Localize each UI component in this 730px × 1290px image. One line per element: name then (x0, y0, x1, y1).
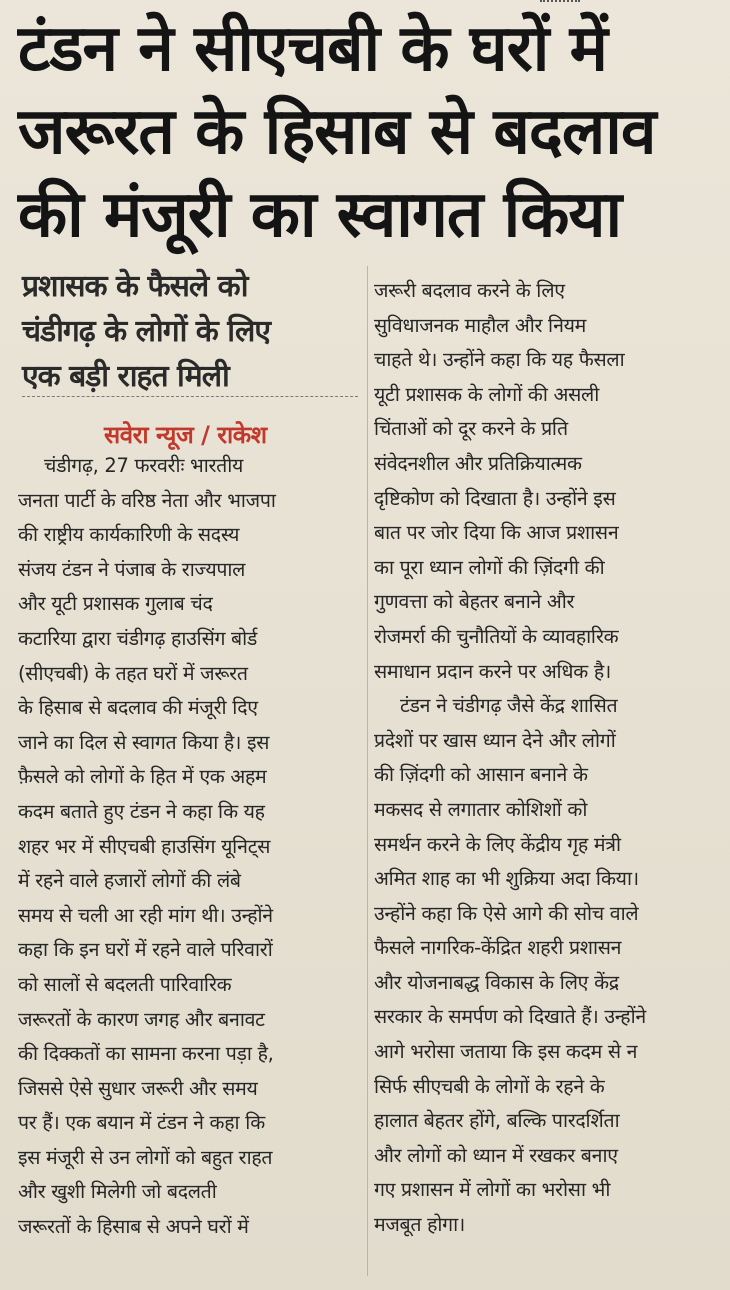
right-column (374, 274, 714, 1243)
headline-line: जरूरत के हिसाब से बदलाव (18, 95, 656, 169)
body-line: सिर्फ सीएचबी के लोगों के रहने के (374, 1074, 605, 1098)
body-line: को सालों से बदलती पारिवारिक (18, 972, 232, 996)
body-line: जरूरतों के हिसाब से अपने घरों में (18, 1215, 249, 1239)
body-line: यूटी प्रशासक के लोगों की असली (374, 382, 599, 406)
body-line: इस मंजूरी से उन लोगों को बहुत राहत (18, 1145, 273, 1169)
body-line: और लोगों को ध्यान में रखकर बनाए (374, 1143, 618, 1167)
body-line: शहर भर में सीएचबी हाउसिंग यूनिट्स (18, 834, 271, 858)
headline-line: की मंजूरी का स्वागत किया (18, 178, 622, 252)
body-line: चाहते थे। उन्होंने कहा कि यह फैसला (374, 348, 625, 372)
body-line: का पूरा ध्यान लोगों की ज़िंदगी की (374, 555, 605, 579)
body-line: की दिक्कतों का सामना करना पड़ा है, (18, 1042, 274, 1066)
body-line: समर्थन करने के लिए केंद्रीय गृह मंत्री (374, 832, 621, 856)
body-line: आगे भरोसा जताया कि इस कदम से न (374, 1040, 638, 1064)
body-line: गुणवत्ता को बेहतर बनाने और (374, 590, 575, 614)
body-line: जिससे ऐसे सुधार जरूरी और समय (18, 1076, 258, 1100)
body-line: और योजनाबद्ध विकास के लिए केंद्र (374, 970, 619, 994)
body-line: चंडीगढ़, 27 फरवरीः भारतीय (44, 454, 244, 477)
subheadline-line: एक बड़ी राहत मिली (22, 359, 229, 394)
body-line: समय से चली आ रही मांग थी। उन्होंने (18, 903, 273, 927)
body-line: संजय टंडन ने पंजाब के राज्यपाल (18, 557, 246, 581)
subheadline-line: प्रशासक के फैसले को (22, 269, 248, 304)
headline (18, 8, 718, 257)
body-line: सुविधाजनक माहौल और नियम (374, 313, 586, 337)
byline: सवेरा न्यूज / राकेश (104, 421, 267, 449)
body-line: की ज़िंदगी को आसान बनाने के (374, 763, 588, 787)
body-line: और खुशी मिलेगी जो बदलती (18, 1180, 217, 1204)
body-line: मजबूत होगा। (374, 1213, 466, 1237)
body-line: मकसद से लगातार कोशिशों को (374, 797, 588, 821)
body-line: समाधान प्रदान करने पर अधिक है। (374, 659, 611, 683)
body-line: में रहने वाले हजारों लोगों की लंबे (18, 869, 241, 893)
body-line: संवेदनशील और प्रतिक्रियात्मक (374, 451, 582, 475)
body-line: की राष्ट्रीय कार्यकारिणी के सदस्य (18, 523, 240, 547)
body-line: जाने का दिल से स्वागत किया है। इस (18, 730, 270, 754)
body-line: गए प्रशासन में लोगों का भरोसा भी (374, 1178, 611, 1202)
body-line: चिंताओं को दूर करने के प्रति (374, 417, 568, 441)
column-divider (367, 266, 368, 1276)
body-line: जनता पार्टी के वरिष्ठ नेता और भाजपा (18, 488, 276, 512)
body-line: सरकार के समर्पण को दिखाते हैं। उन्होंने (374, 1005, 646, 1029)
body-line: उन्होंने कहा कि ऐसे आगे की सोच वाले (374, 901, 639, 925)
body-line: हालात बेहतर होंगे, बल्कि पारदर्शिता (374, 1109, 620, 1133)
body-line: रोजमर्रा की चुनौतियों के व्यावहारिक (374, 624, 619, 648)
body-line: फैसले नागरिक-केंद्रित शहरी प्रशासन (374, 936, 622, 960)
subheadline (22, 264, 362, 399)
body-line: फ़ैसले को लोगों के हित में एक अहम (18, 765, 267, 789)
subheadline-divider (22, 396, 358, 397)
top-dotted-rule (540, 0, 580, 6)
body-line: कहा कि इन घरों में रहने वाले परिवारों (18, 938, 273, 962)
body-line: कदम बताते हुए टंडन ने कहा कि यह (18, 799, 265, 823)
body-line: बात पर जोर दिया कि आज प्रशासन (374, 521, 619, 545)
left-column (18, 449, 356, 1245)
subheadline-line: चंडीगढ़ के लोगों के लिए (22, 314, 270, 349)
body-line: जरूरी बदलाव करने के लिए (374, 279, 565, 302)
body-line: और यूटी प्रशासक गुलाब चंद (18, 592, 213, 616)
body-line: जरूरतों के कारण जगह और बनावट (18, 1007, 265, 1031)
body-line: अमित शाह का भी शुक्रिया अदा किया। (374, 867, 639, 891)
body-line: (सीएचबी) के तहत घरों में जरूरत (18, 661, 248, 685)
body-line: प्रदेशों पर खास ध्यान देने और लोगों (374, 728, 616, 752)
headline-line: टंडन ने सीएचबी के घरों में (18, 12, 607, 86)
body-line: टंडन ने चंडीगढ़ जैसे केंद्र शासित (400, 694, 618, 718)
body-line: पर हैं। एक बयान में टंडन ने कहा कि (18, 1111, 265, 1135)
body-line: दृष्टिकोण को दिखाता है। उन्होंने इस (374, 486, 616, 510)
body-line: के हिसाब से बदलाव की मंजूरी दिए (18, 696, 258, 720)
body-line: कटारिया द्वारा चंडीगढ़ हाउसिंग बोर्ड (18, 626, 258, 650)
